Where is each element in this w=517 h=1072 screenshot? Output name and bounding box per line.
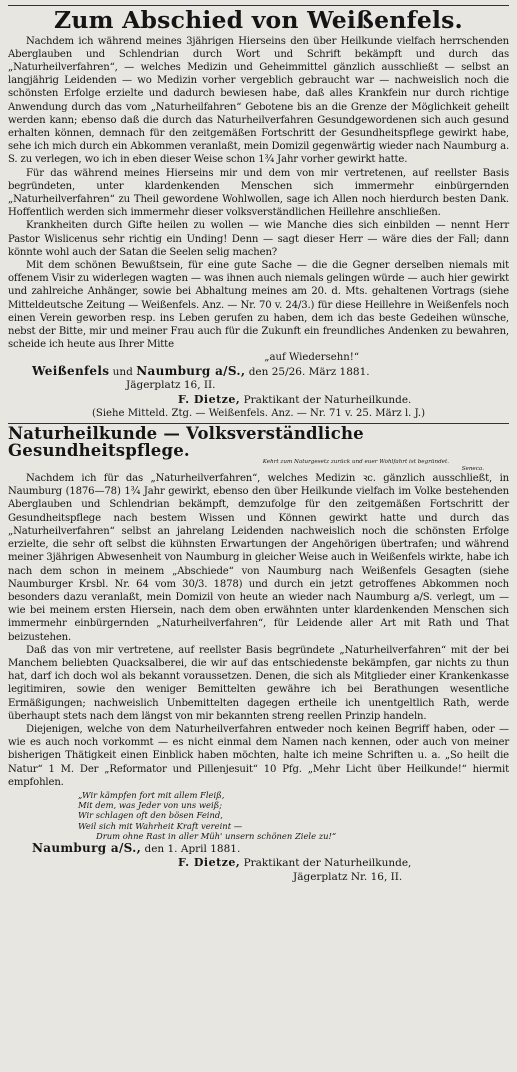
article1-signer-name: F. Dietze,	[178, 392, 241, 406]
article1-signature	[8, 365, 509, 421]
poem-line-5: Drum ohne Rast in aller Müh' unsern schönen Ziele zu!“	[96, 830, 337, 841]
article1-paragraph-3: Krankheiten durch Gifte heilen zu wollen — wie Manche dies sich einbilden — nennt Herr Pastor Wislicenus sehr richtig ein Unding! Denn — sagt dieser Herr — wäre dies der Fall; dann könnte wohl auch der Satan die Seelen selig machen?	[8, 220, 509, 258]
article1-title: Zum Abschied von Weißenfels.	[54, 6, 463, 34]
article2-date: den 1. April 1881.	[144, 842, 241, 855]
article2-paragraph-2: Daß das von mir vertretene, auf reellster Basis begründete „Naturheilverfahren“ mit der bei Manchem beliebten Quacksalberei, die wir auf das entschiedenste bekämpfen, gar nichts zu thun hat, darf ich doch wol als bekannt voraussetzen. Denen, die sich als Mitglieder einer Krankenkasse legitimiren, sowie den weniger Bemittelten gewähre ich bei Berathungen wesentliche Ermäßigungen; nachweislich Unbemittelten dagegen ertheile ich unentgeltlich Rath, werde überhaupt stets nach dem längst von mir bekannten streng reellen Prinzip handeln.	[8, 644, 509, 722]
poem-line-4: Weil sich mit Wahrheit Kraft vereint —	[78, 820, 243, 831]
poem-line-1: „Wir kämpfen fort mit allem Fleiß,	[78, 789, 225, 800]
article1-farewell: „auf Wiedersehn!“	[264, 352, 359, 364]
article2-place: Naumburg a/S.,	[32, 840, 142, 855]
poem-line-3: Wir schlagen oft den bösen Feind,	[78, 810, 223, 821]
article2-address: Jägerplatz Nr. 16, II.	[293, 870, 403, 883]
article1-place-2: Naumburg a/S.,	[136, 363, 246, 378]
article1-signer-title: Praktikant der Naturheilkunde.	[243, 393, 412, 406]
article2-body	[8, 472, 509, 789]
article2-signer-title: Praktikant der Naturheilkunde,	[243, 857, 412, 870]
poem-line-2: Mit dem, was Jeder von uns weiß;	[78, 800, 223, 811]
article2-motto-source: Seneca.	[461, 466, 484, 473]
article1-place-conjunction: und	[112, 365, 133, 378]
article1-address: Jägerplatz 16, II.	[126, 379, 216, 392]
article1-paragraph-4: Mit dem schönen Bewußtsein, für eine gute Sache — die die Gegner derselben niemals mit offenem Visir zu widerlegen wagten — was ihnen auch niemals gelingen würde — auch hier gewirkt und zahlreiche Anhänger, sowie bei Abhaltung meines am 20. d. Mts. gehaltenen Vortrags (siehe Mitteldeutsche Zeitung — Weißenfels. Anz. — Nr. 70 v. 24/3.) für diese Heillehre in Weißenfels noch einen Verein geworben resp. ins Leben gerufen zu haben, dem ich das beste Gedeihen wünsche, nebst der Bitte, mir und meiner Frau auch für die Zukunft ein freundliches Andenken zu bewahren, scheide ich heute aus Ihrer Mitte	[8, 259, 509, 351]
article1-reference: (Siehe Mitteld. Ztg. — Weißenfels. Anz. — Nr. 71 v. 25. März l. J.)	[91, 408, 426, 420]
article2-paragraph-1: Nachdem ich für das „Naturheilverfahren“, welches Medizin ꝛc. gänzlich ausschließt, in Naumburg (1876—78) 1¾ Jahr gewirkt, ebenso den über Heilkunde vielfach im Volke bestehenden Aberglauben und Schlendrian bekämpft, demzufolge für den zeitgemäßen Fortschritt der Gesundheitspflege nach bestem Wissen und Können gewirkt hatte und durch das „Naturheilverfahren“ selbst an jahrelang Leidenden nachweislich noch die schönsten Erfolge erzielte, die sehr oft selbst die kühnsten Erwartungen der Angehörigen übertrafen; und während meiner 3jährigen Abwesenheit von Naumburg in gleicher Weise auch in Weißenfels wirkte, habe ich nach dem schon in meinem „Abschiede“ von Naumburg nach Weißenfels Gesagten (siehe Naumburger Krsbl. Nr. 64 vom 30/3. 1878) und durch ein jetzt getroffenes Abkommen noch besonders dazu veranlaßt, mein Domizil von heute an wieder nach Naumburg a/S. verlegt, um — wie bei meinem ersten Hiersein, nach dem oben erwähnten unter klardenkenden Menschen sich immermehr einbürgernden „Naturheilverfahren“, für Leidende aller Art mit Rath und That beizustehen.	[8, 473, 509, 643]
article2-motto: Kehrt zum Naturgesetz zurück und euer Wohlfahrt ist begründet.	[262, 459, 449, 466]
article2-signer-name: F. Dietze,	[178, 856, 241, 870]
article2-paragraph-3: Diejenigen, welche von dem Naturheilverfahren entweder noch keinen Begriff haben, oder — wie es auch noch vorkommt — es nicht einmal dem Namen nach kennen, oder auch von meiner bisherigen Thätigkeit einen Einblick haben möchten, halte ich meine Schriften u. a. „So heilt die Natur“ 1 M. Der „Reformator und Pillenjesuit“ 10 Pfg. „Mehr Licht über Heilkunde!“ hiermit empfohlen.	[8, 723, 509, 788]
article2-poem	[78, 790, 509, 841]
article1-place: Weißenfels	[32, 363, 110, 378]
article1-paragraph-2: Für das während meines Hierseins mir und dem von mir vertretenen, auf reellster Basis begründeten, unter klardenkenden Menschen sich immermehr einbürgernden „Naturheilverfahren“ zu Theil gewordene Wohlwollen, sage ich Allen noch hierdurch besten Dank. Hoffentlich werden sich immermehr dieser volksverständlichen Heillehre anschließen.	[8, 167, 509, 219]
article1-date: den 25/26. März 1881.	[248, 365, 370, 378]
article2-title: Naturheilkunde — Volksverständliche Gesundheitspflege.	[8, 424, 364, 460]
article1-body	[8, 35, 509, 365]
article1-paragraph-1: Nachdem ich während meines 3jährigen Hierseins den über Heilkunde vielfach herrschenden Aberglauben und Schlendrian durch Wort und Schrift bekämpft und durch das „Naturheilverfahren“, — welches Medizin und Geheimmittel gänzlich ausschließt — selbst an langjährig Leidenden — wo Medizin vorher vergeblich gebraucht war — nachweislich noch die schönsten Erfolge erzielte und dadurch bewiesen habe, daß alles Krankfein nur durch richtige Anwendung durch das vom „Naturheilfahren“ Gebotene bis an die Grenze der Möglichkeit geheilt werden kann; ebenso daß die durch das Naturheilverfahren Gesundgewordenen sich auch gesund erhalten können, demnach für den zeitgemäßen Fortschritt der Gesundheitspflege gewirkt habe, sehe ich mich durch ein Abkommen veranlaßt, mein Domizil gegenwärtig wieder nach Naumburg a. S. zu verlegen, wo ich in eben dieser Weise schon 1¾ Jahr vorher gewirkt hatte.	[8, 35, 509, 166]
article2-signature	[8, 842, 509, 885]
